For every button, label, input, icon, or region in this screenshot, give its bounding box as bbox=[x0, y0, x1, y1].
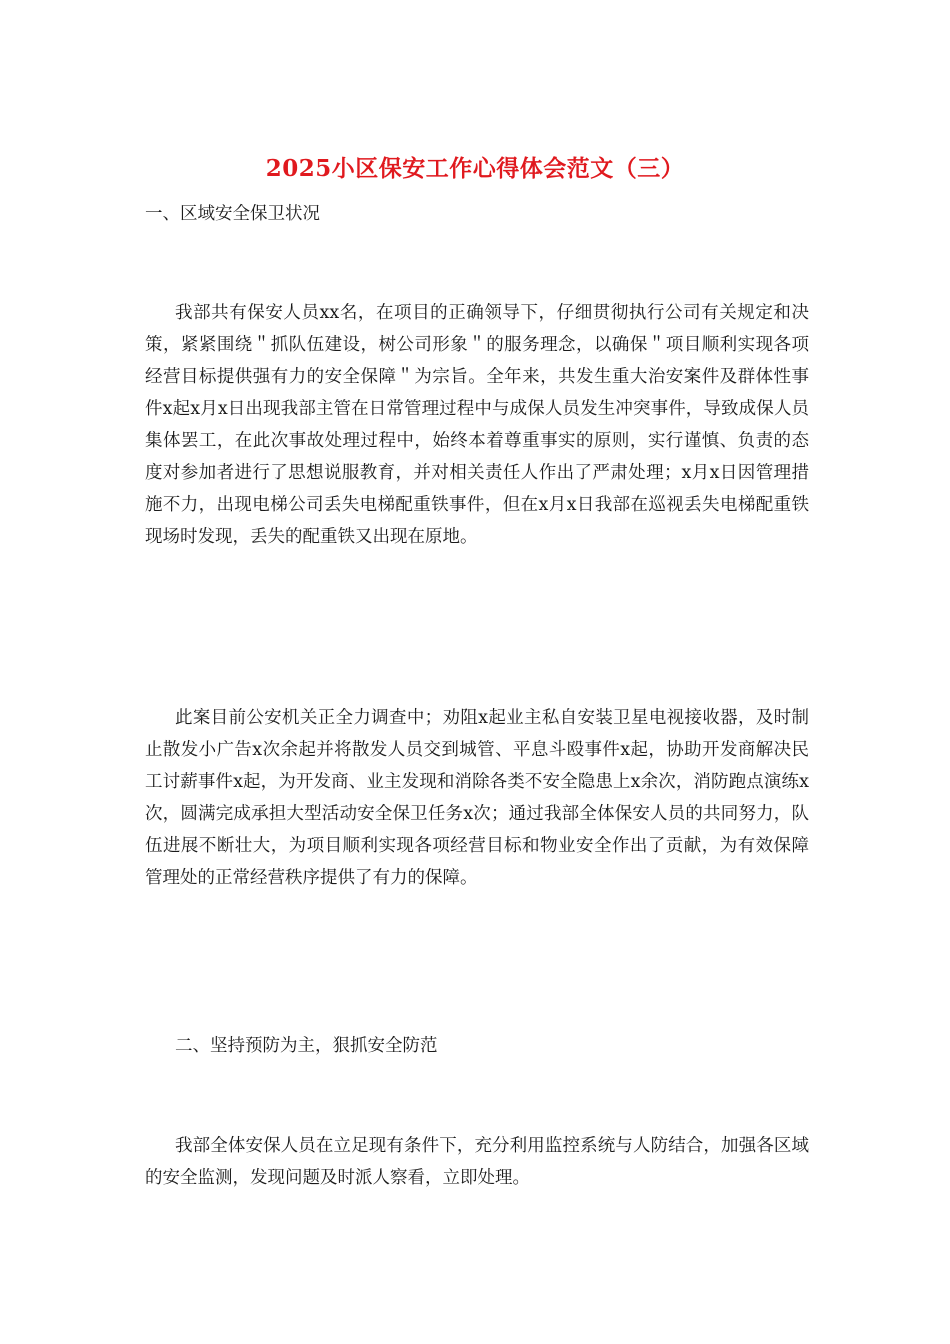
section-heading-1: 一、区域安全保卫状况 bbox=[145, 204, 320, 224]
paragraph-3: 我部全体安保人员在立足现有条件下，充分利用监控系统与人防结合，加强各区域的安全监测，发现问题及时派人察看，立即处理。 bbox=[145, 1136, 809, 1188]
document-title: 2025小区保安工作心得体会范文（三） bbox=[265, 155, 685, 182]
paragraph-1: 我部共有保安人员xx名，在项目的正确领导下，仔细贯彻执行公司有关规定和决策，紧紧围绕＂抓队伍建设，树公司形象＂的服务理念，以确保＂项目顺利实现各项经营目标提供强有力的安全保障＂为宗旨。全年来，共发生重大治安案件及群体性事件x起x月x日出现我部主管在日常管理过程中与成保人员发生冲突事件，导致成保人员集体罢工，在此次事故处理过程中，始终本着尊重事实的原则，实行谨慎、负责的态度对参加者进行了思想说服教育，并对相关责任人作出了严肃处理；x月x日因管理措施不力，出现电梯公司丢失电梯配重铁事件，但在x月x日我部在巡视丢失电梯配重铁现场时发现，丢失的配重铁又出现在原地。 bbox=[145, 303, 809, 547]
section-heading-2: 二、坚持预防为主，狠抓安全防范 bbox=[175, 1036, 438, 1056]
paragraph-2: 此案目前公安机关正全力调查中；劝阻x起业主私自安装卫星电视接收器，及时制止散发小广告x次余起并将散发人员交到城管、平息斗殴事件x起，协助开发商解决民工讨薪事件x起，为开发商、业主发现和消除各类不安全隐患上x余次，消防跑点演练x次，圆满完成承担大型活动安全保卫任务x次；通过我部全体保安人员的共同努力，队伍进展不断壮大，为项目顺利实现各项经营目标和物业安全作出了贡献，为有效保障管理处的正常经营秩序提供了有力的保障。 bbox=[145, 708, 809, 888]
